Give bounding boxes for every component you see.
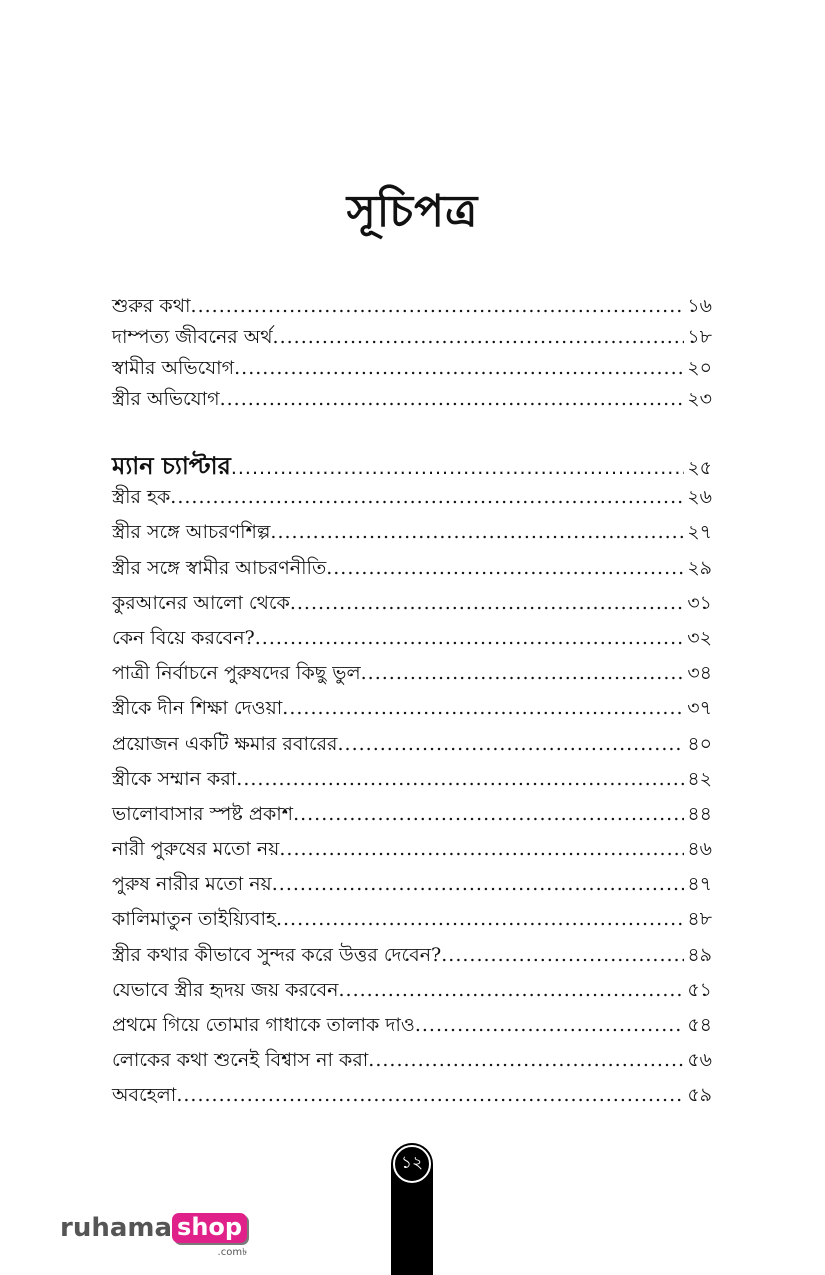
toc-entry-page: ৫১ bbox=[687, 978, 712, 1001]
toc-entry-page: ২৭ bbox=[687, 521, 712, 544]
toc-entry-page: ৪৪ bbox=[687, 802, 712, 825]
toc-main-list bbox=[112, 448, 712, 1117]
dot-leader bbox=[220, 388, 685, 410]
dot-leader bbox=[170, 486, 684, 508]
dot-leader bbox=[272, 873, 685, 895]
toc-entry-label: স্ত্রীর হক bbox=[112, 486, 171, 509]
toc-chapter-heading[interactable] bbox=[112, 448, 712, 483]
toc-chapter-page: ২৫ bbox=[687, 457, 712, 479]
dot-leader bbox=[415, 1014, 685, 1036]
toc-entry[interactable] bbox=[112, 800, 712, 835]
toc-entry-label: স্ত্রীকে সম্মান করা bbox=[112, 767, 237, 790]
toc-entry-page: ২০ bbox=[687, 357, 712, 379]
logo-text-ruhama: ruhama bbox=[60, 1213, 173, 1243]
toc-entry-page: ১৮ bbox=[687, 326, 712, 348]
toc-entry[interactable] bbox=[112, 765, 712, 800]
toc-entry-page: ৪৭ bbox=[687, 873, 712, 896]
toc-entry[interactable] bbox=[112, 554, 712, 589]
toc-entry-label: ভালোবাসার স্পষ্ট প্রকাশ bbox=[112, 802, 294, 825]
toc-entry-page: ২৬ bbox=[687, 486, 712, 509]
dot-leader bbox=[290, 592, 684, 614]
dot-leader bbox=[338, 733, 685, 755]
toc-entry-label: নারী পুরুষের মতো নয় bbox=[112, 838, 280, 861]
toc-chapter-label: ম্যান চ্যাপ্টার bbox=[112, 452, 231, 480]
toc-entry-page: ৩৭ bbox=[687, 697, 712, 720]
toc-entry-label: স্ত্রীর অভিযোগ bbox=[112, 388, 220, 410]
toc-entry-page: ৪৬ bbox=[687, 838, 712, 861]
toc-entry[interactable] bbox=[112, 518, 712, 553]
toc-entry[interactable] bbox=[112, 292, 712, 323]
toc-entry-label: স্ত্রীর সঙ্গে আচরণশিল্প bbox=[112, 521, 271, 544]
toc-entry[interactable] bbox=[112, 659, 712, 694]
toc-entry[interactable] bbox=[112, 385, 712, 416]
toc-entry-label: কেন বিয়ে করবেন? bbox=[112, 626, 255, 649]
dot-leader bbox=[441, 944, 684, 966]
toc-intro-list bbox=[112, 292, 712, 416]
toc-entry-page: ৫৬ bbox=[687, 1049, 712, 1072]
dot-leader bbox=[276, 908, 684, 930]
page-title: সূচিপত্র bbox=[346, 186, 479, 237]
toc-entry-label: পাত্রী নির্বাচনে পুরুষদের কিছু ভুল bbox=[112, 662, 361, 685]
toc-entry-page: ৩৪ bbox=[687, 662, 712, 685]
dot-leader bbox=[231, 457, 684, 479]
toc-entry[interactable] bbox=[112, 835, 712, 870]
toc-entry-label: যেভাবে স্ত্রীর হৃদয় জয় করবেন bbox=[112, 978, 339, 1001]
dot-leader bbox=[234, 357, 684, 379]
toc-entry-label: কালিমাতুন তাইয়্যিবাহ bbox=[112, 908, 276, 931]
toc-entry-page: ৩২ bbox=[687, 626, 712, 649]
dot-leader bbox=[368, 1049, 684, 1071]
toc-entry[interactable] bbox=[112, 1046, 712, 1081]
ruhamashop-logo bbox=[60, 1212, 247, 1256]
toc-entry[interactable] bbox=[112, 976, 712, 1011]
toc-entry-page: ৪৯ bbox=[687, 943, 712, 966]
toc-entry-page: ৫৪ bbox=[687, 1014, 712, 1036]
toc-entry[interactable] bbox=[112, 323, 712, 354]
dot-leader bbox=[270, 521, 684, 543]
toc-entry-page: ২৩ bbox=[687, 388, 712, 410]
toc-entry-label: স্ত্রীকে দীন শিক্ষা দেওয়া bbox=[112, 697, 283, 720]
toc-entry[interactable] bbox=[112, 694, 712, 729]
toc-entry-label: স্ত্রীর সঙ্গে স্বামীর আচরণনীতি bbox=[112, 556, 327, 579]
toc-entry-label: দাম্পত্য জীবনের অর্থ bbox=[112, 326, 273, 348]
toc-entry-label: স্ত্রীর কথার কীভাবে সুন্দর করে উত্তর দেবেন? bbox=[112, 943, 442, 966]
toc-entry[interactable] bbox=[112, 1081, 712, 1116]
toc-entry[interactable] bbox=[112, 483, 712, 518]
toc-entry-page: ৪২ bbox=[687, 767, 712, 790]
toc-entry-page: ৫৯ bbox=[687, 1084, 712, 1107]
page-number: ১২ bbox=[393, 1145, 431, 1183]
toc-entry[interactable] bbox=[112, 1011, 712, 1046]
toc-entry[interactable] bbox=[112, 589, 712, 624]
dot-leader bbox=[255, 627, 685, 649]
toc-entry[interactable] bbox=[112, 624, 712, 659]
toc-entry-label: স্বামীর অভিযোগ bbox=[112, 357, 235, 379]
dot-leader bbox=[339, 979, 685, 1001]
dot-leader bbox=[176, 1084, 684, 1106]
dot-leader bbox=[282, 697, 684, 719]
dot-leader bbox=[326, 557, 684, 579]
toc-entry-page: ১৬ bbox=[687, 295, 712, 317]
toc-entry[interactable] bbox=[112, 354, 712, 385]
toc-entry-page: ৩১ bbox=[687, 591, 712, 614]
toc-entry-label: অবহেলা bbox=[112, 1084, 177, 1107]
dot-leader bbox=[293, 803, 684, 825]
toc-entry-label: পুরুষ নারীর মতো নয় bbox=[112, 873, 272, 896]
dot-leader bbox=[361, 662, 685, 684]
toc-entry-label: শুরুর কথা bbox=[112, 295, 191, 317]
dot-leader bbox=[279, 838, 684, 860]
dot-leader bbox=[191, 295, 685, 317]
toc-entry-page: ৪০ bbox=[687, 732, 712, 755]
dot-leader bbox=[236, 768, 684, 790]
logo-text-shop: shop bbox=[172, 1213, 247, 1243]
toc-entry[interactable] bbox=[112, 730, 712, 765]
dot-leader bbox=[273, 326, 685, 348]
toc-entry-label: প্রয়োজন একটি ক্ষমার রবারের bbox=[112, 732, 338, 755]
toc-entry[interactable] bbox=[112, 905, 712, 940]
toc-entry-label: লোকের কথা শুনেই বিশ্বাস না করা bbox=[112, 1049, 369, 1072]
toc-entry-label: কুরআনের আলো থেকে bbox=[112, 591, 290, 614]
toc-entry[interactable] bbox=[112, 941, 712, 976]
logo-shop-group bbox=[172, 1212, 247, 1262]
logo-text-domain: .com৳ bbox=[217, 1247, 248, 1258]
toc-entry[interactable] bbox=[112, 870, 712, 905]
toc-entry-label: প্রথমে গিয়ে তোমার গাধাকে তালাক দাও bbox=[112, 1014, 415, 1036]
toc-entry-page: ২৯ bbox=[687, 556, 712, 579]
toc-entry-page: ৪৮ bbox=[687, 908, 712, 931]
